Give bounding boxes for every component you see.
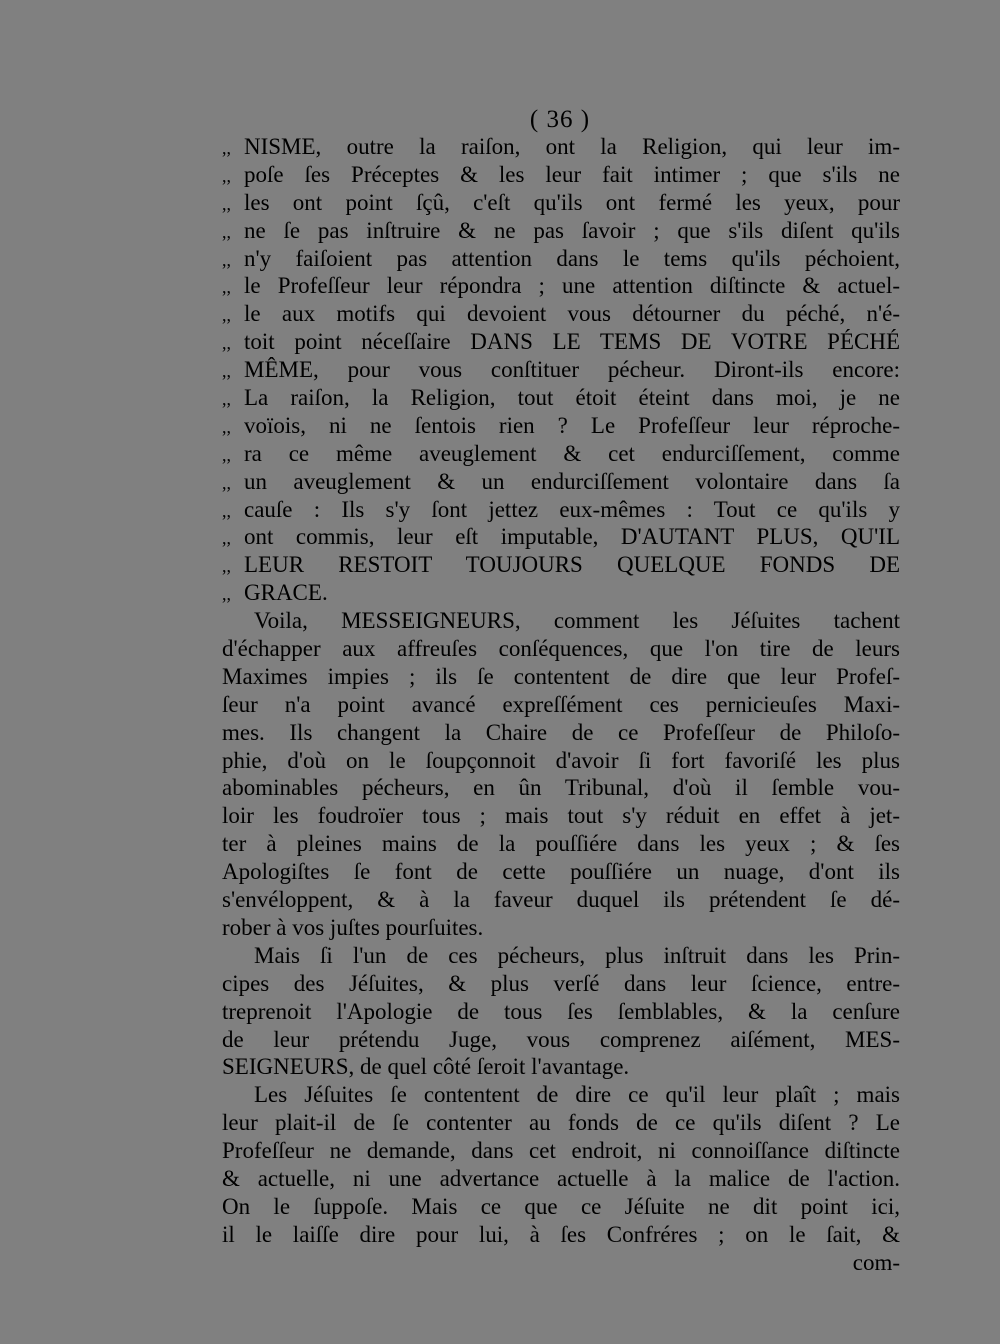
line-text: Maximes impies ; ils ſe contentent de dire que leur Profeſ-: [222, 663, 900, 689]
line-text: le Profeſſeur leur répondra ; une attention diſtincte & actuel-: [244, 273, 900, 299]
text-line: [222, 1053, 900, 1081]
line-text: loir les foudroïer tous ; mais tout s'y réduit en effet à jet-: [222, 803, 900, 829]
quote-mark: ,,: [222, 444, 231, 465]
text-body: [222, 133, 900, 1277]
text-line: [222, 1137, 900, 1165]
line-text: cipes des Jéſuites, & plus verſé dans leur ſcience, entre-: [222, 970, 900, 996]
quote-mark: ,,: [222, 138, 231, 158]
text-line: [222, 802, 900, 830]
text-line: [222, 719, 900, 747]
text-line: [222, 1193, 900, 1221]
text-line: [222, 272, 900, 300]
line-text: Mais ſi l'un de ces pécheurs, plus inſtruit dans les Prin-: [254, 942, 900, 968]
line-text: Profeſſeur ne demande, dans cet endroit, ni connoiſſance diſtincte: [222, 1138, 900, 1164]
quote-mark: ,,: [222, 221, 231, 242]
text-line: [222, 1026, 900, 1054]
line-text: un aveuglement & un endurciſſement volontaire dans ſa: [244, 468, 900, 494]
line-text: mes. Ils changent la Chaire de ce Profeſſeur de Philoſo-: [222, 719, 900, 745]
quote-mark: ,,: [222, 389, 231, 410]
text-line: [222, 607, 900, 635]
text-line: [222, 998, 900, 1026]
text-line: [222, 1221, 900, 1249]
line-text: ter à pleines mains de la pouſſiére dans les yeux ; & ſes: [222, 831, 900, 857]
text-line: [222, 384, 900, 412]
text-line: [222, 300, 900, 328]
catchword: [222, 1249, 900, 1277]
line-text: com-: [852, 1249, 900, 1275]
text-line: [222, 189, 900, 217]
line-text: abominables pécheurs, en ûn Tribunal, d'où il ſemble vou-: [222, 775, 900, 801]
text-line: [222, 635, 900, 663]
line-text: les ont point ſçû, c'eſt qu'ils ont fermé les yeux, pour: [244, 189, 900, 215]
text-line: [222, 942, 900, 970]
quote-mark: ,,: [222, 556, 231, 577]
text-line: [222, 1109, 900, 1137]
text-line: [222, 691, 900, 719]
quote-mark: ,,: [222, 333, 231, 354]
line-text: GRACE.: [244, 580, 328, 606]
text-line: [222, 328, 900, 356]
text-line: [222, 886, 900, 914]
quote-mark: ,,: [222, 472, 231, 493]
line-text: leur plait-il de ſe contenter au fonds de ce qu'ils diſent ? Le: [222, 1110, 900, 1136]
line-text: Voila, MESSEIGNEURS, comment les Jéſuites tachent: [254, 608, 900, 634]
line-text: treprenoit l'Apologie de tous ſes ſemblables, & la cenſure: [222, 998, 900, 1024]
line-text: rober à vos juſtes pourſuites.: [222, 914, 484, 940]
text-line: [222, 830, 900, 858]
text-line: [222, 217, 900, 245]
text-line: [222, 970, 900, 998]
line-text: d'échapper aux affreuſes conſéquences, que l'on tire de leurs: [222, 636, 900, 662]
text-line: [222, 356, 900, 384]
quote-mark: ,,: [222, 193, 231, 214]
quote-mark: ,,: [222, 305, 231, 326]
text-line: [222, 579, 900, 607]
line-text: ont commis, leur eſt imputable, D'AUTANT PLUS, QU'IL: [244, 524, 900, 550]
line-text: ne ſe pas inſtruire & ne pas ſavoir ; que s'ils diſent qu'ils: [244, 217, 900, 243]
text-line: [222, 468, 900, 496]
line-text: voïois, ni ne ſentois rien ? Le Profeſſeur leur réproche-: [244, 412, 900, 438]
line-text: NISME, outre la raiſon, ont la Religion, qui leur im-: [244, 134, 900, 159]
quote-mark: ,,: [222, 249, 231, 270]
line-text: phie, d'où on le ſoupçonnoit d'avoir ſi fort favoriſé les plus: [222, 747, 900, 773]
text-line: [222, 496, 900, 524]
line-text: le aux motifs qui devoient vous détourner du péché, n'é-: [244, 301, 900, 327]
text-line: [222, 1165, 900, 1193]
quote-mark: ,,: [222, 416, 231, 437]
text-line: [222, 133, 900, 161]
text-line: [222, 440, 900, 468]
line-text: MÊME, pour vous conſtituer pécheur. Diront-ils encore:: [244, 357, 900, 383]
page-number: ( 36 ): [529, 106, 591, 133]
text-line: [222, 663, 900, 691]
quote-mark: ,,: [222, 500, 231, 521]
line-text: s'envéloppent, & à la faveur duquel ils prétendent ſe dé-: [222, 887, 900, 913]
text-line: [222, 1081, 900, 1109]
line-text: toit point néceſſaire DANS LE TEMS DE VOTRE PÉCHÉ: [244, 329, 900, 355]
line-text: Les Jéſuites ſe contentent de dire ce qu'il leur plaît ; mais: [254, 1082, 900, 1108]
line-text: il le laiſſe dire pour lui, à ſes Confréres ; on le ſait, &: [222, 1221, 900, 1247]
line-text: On le ſuppoſe. Mais ce que ce Jéſuite ne dit point ici,: [222, 1193, 900, 1219]
text-line: [222, 914, 900, 942]
quote-mark: ,,: [222, 584, 231, 605]
quote-mark: ,,: [222, 528, 231, 549]
line-text: n'y faiſoient pas attention dans le tems qu'ils péchoient,: [244, 245, 900, 271]
text-line: [222, 161, 900, 189]
quote-mark: ,,: [222, 277, 231, 298]
line-text: poſe ſes Préceptes & les leur fait intimer ; que s'ils ne: [244, 161, 900, 187]
text-line: [222, 747, 900, 775]
line-text: ſeur n'a point avancé expreſſément ces pernicieuſes Maxi-: [222, 691, 900, 717]
text-line: [222, 245, 900, 273]
quote-mark: ,,: [222, 361, 231, 382]
line-text: ra ce même aveuglement & cet endurciſſement, comme: [244, 440, 900, 466]
text-line: [222, 523, 900, 551]
line-text: SEIGNEURS, de quel côté ſeroit l'avantage.: [222, 1054, 630, 1080]
text-line: [222, 858, 900, 886]
line-text: & actuelle, ni une advertance actuelle à la malice de l'action.: [222, 1165, 900, 1191]
text-line: [222, 774, 900, 802]
line-text: Apologiſtes ſe font de cette pouſſiére un nuage, d'ont ils: [222, 859, 900, 885]
line-text: cauſe : Ils s'y ſont jettez eux-mêmes : Tout ce qu'ils y: [244, 496, 900, 522]
line-text: de leur prétendu Juge, vous comprenez aiſément, MES-: [222, 1026, 900, 1052]
line-text: LEUR RESTOIT TOUJOURS QUELQUE FONDS DE: [244, 552, 900, 578]
line-text: La raiſon, la Religion, tout étoit éteint dans moi, je ne: [244, 385, 900, 411]
quote-mark: ,,: [222, 165, 231, 186]
text-line: [222, 412, 900, 440]
text-line: [222, 551, 900, 579]
